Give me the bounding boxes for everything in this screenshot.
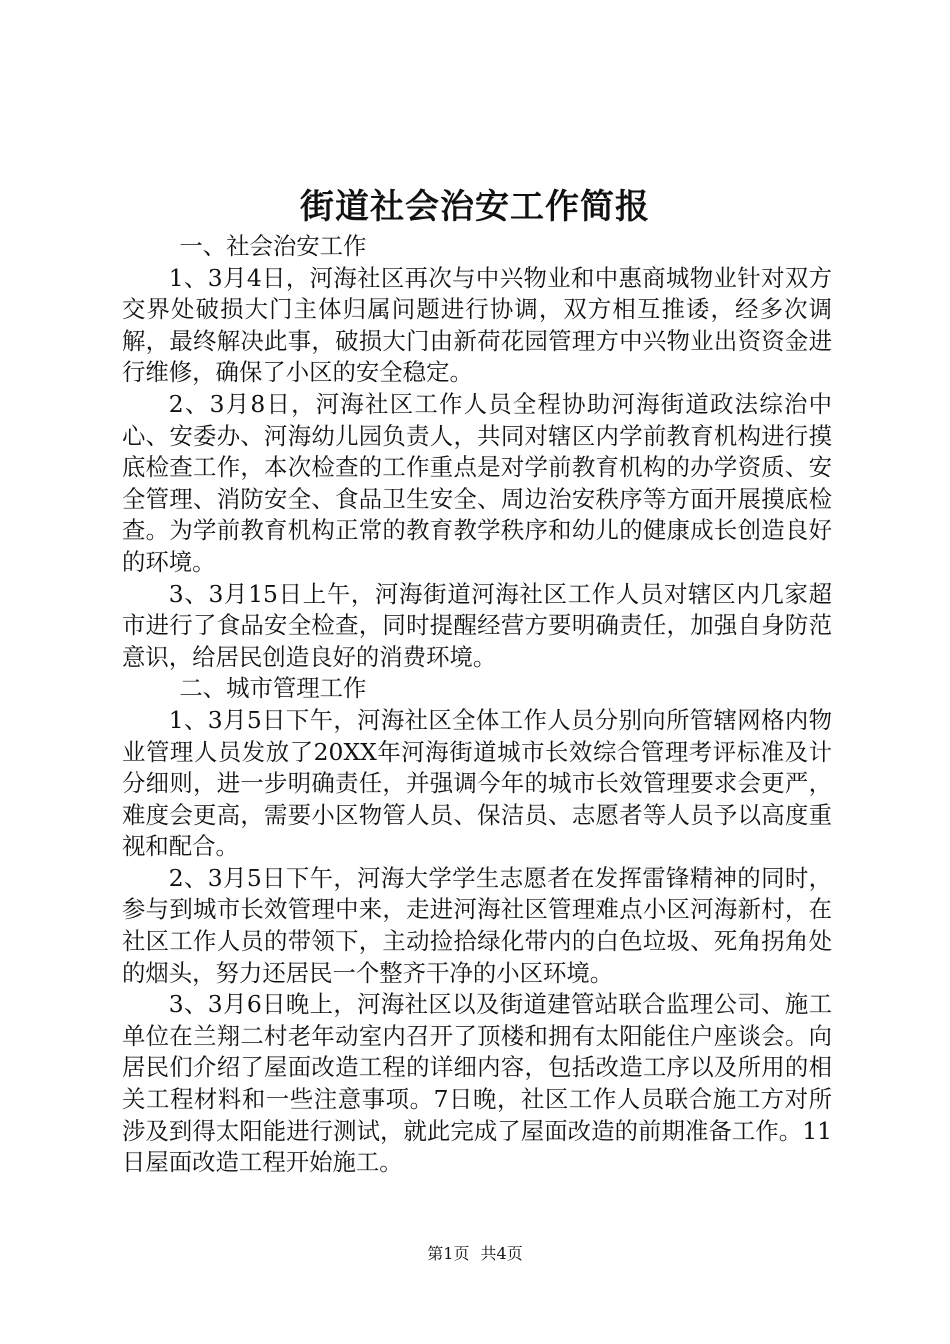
page-footer xyxy=(0,1243,950,1265)
page-total: 共4页 xyxy=(480,1244,523,1263)
section-heading: 一、社会治安工作 xyxy=(179,232,367,260)
document-body xyxy=(122,231,832,1179)
body-paragraph: 1、3月5日下午，河海社区全体工作人员分别向所管辖网格内物业管理人员发放了20XX年河海街道城市长效综合管理考评标准及计分细则，进一步明确责任，并强调今年的城市长效管理要求会更严，难度会更高，需要小区物管人员、保洁员、志愿者等人员予以高度重视和配合。 xyxy=(122,705,832,861)
body-paragraph: 2、3月5日下午，河海大学学生志愿者在发挥雷锋精神的同时，参与到城市长效管理中来，走进河海社区管理难点小区河海新村，在社区工作人员的带领下，主动捡拾绿化带内的白色垃圾、死角拐角处的烟头，努力还居民一个整齐干净的小区环境。 xyxy=(122,863,832,987)
document-title: 街道社会治安工作简报 xyxy=(300,187,650,227)
body-paragraph: 2、3月8日，河海社区工作人员全程协助河海街道政法综治中心、安委办、河海幼儿园负责人，共同对辖区内学前教育机构进行摸底检查工作，本次检查的工作重点是对学前教育机构的办学资质、安全管理、消防安全、食品卫生安全、周边治安秩序等方面开展摸底检查。为学前教育机构正常的教育教学秩序和幼儿的健康成长创造良好的环境。 xyxy=(122,389,832,576)
section-heading: 二、城市管理工作 xyxy=(179,674,367,703)
body-paragraph: 3、3月6日晚上，河海社区以及街道建管站联合监理公司、施工单位在兰翔二村老年动室内召开了顶楼和拥有太阳能住户座谈会。向居民们介绍了屋面改造工程的详细内容，包括改造工序以及所用的相关工程材料和一些注意事项。7日晚，社区工作人员联合施工方对所涉及到得太阳能进行测试，就此完成了屋面改造的前期准备工作。11日屋面改造工程开始施工。 xyxy=(122,990,832,1177)
page-number: 第1页 xyxy=(427,1244,470,1263)
body-paragraph: 1、3月4日，河海社区再次与中兴物业和中惠商城物业针对双方交界处破损大门主体归属问题进行协调，双方相互推诿，经多次调解，最终解决此事，破损大门由新荷花园管理方中兴物业出资资金进行维修，确保了小区的安全稳定。 xyxy=(122,263,832,387)
body-paragraph: 3、3月15日上午，河海街道河海社区工作人员对辖区内几家超市进行了食品安全检查，同时提醒经营方要明确责任，加强自身防范意识，给居民创造良好的消费环境。 xyxy=(122,579,832,671)
